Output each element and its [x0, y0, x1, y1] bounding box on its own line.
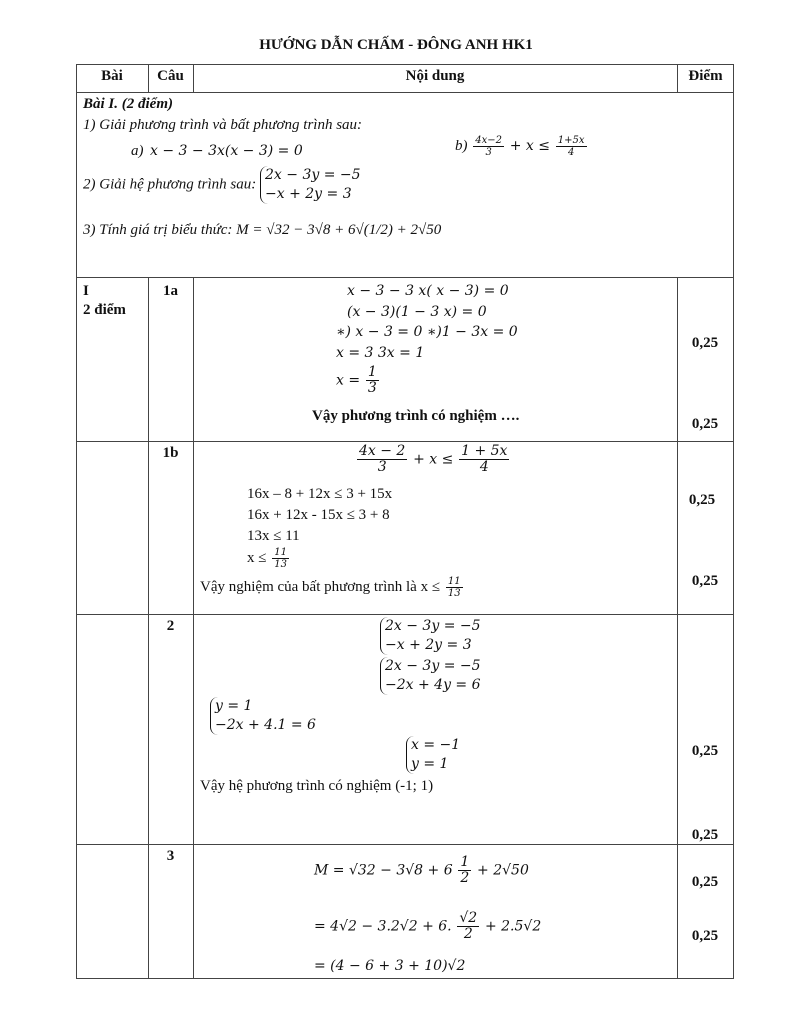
row3-system-a [380, 617, 481, 655]
row2-line1: 16x – 8 + 12x ≤ 3 + 15x [247, 486, 393, 502]
problem-heading: Bài I. (2 điểm) [83, 96, 173, 112]
row3-sys-a: 2x − 3y = −5 −x + 2y = 3 [380, 617, 481, 655]
row2-line2: 16x + 12x - 15x ≤ 3 + 8 [247, 507, 390, 523]
row-divider-1 [76, 441, 734, 442]
row-divider-3 [76, 844, 734, 845]
row2-header-ineq: $\frac{4x - 2}{3}$ + x ≤ $\frac{1 + 5x}{4}$ [359, 443, 508, 476]
row3-cau: 2 [166, 618, 175, 634]
row3-system-c [210, 697, 316, 735]
row2-cau: 1b [162, 445, 179, 461]
row1-line5: x = $\frac{1}{3}$ [336, 364, 377, 397]
row1-score-1: 0,25 [691, 335, 719, 351]
table-header-bottom [76, 92, 734, 93]
row3-score-1: 0,25 [691, 743, 719, 759]
row4-line2: = 4√2 − 3.2√2 + 6. $\frac{√2}{2}$ + 2.5√2 [314, 910, 542, 943]
problem-q1b [455, 135, 589, 158]
row4-score-2: 0,25 [691, 928, 719, 944]
row1-line2: (x − 3)(1 − 3 x) = 0 [347, 304, 487, 320]
row2-score-2: 0,25 [691, 573, 719, 589]
row3-system-b [380, 657, 481, 695]
row3-score-2: 0,25 [691, 827, 719, 843]
row3-conclusion: Vậy hệ phương trình có nghiệm (-1; 1) [200, 778, 434, 794]
row4-frac1: $\frac{1}{2}$ [460, 854, 470, 887]
row3-sys-d: x = −1 y = 1 [406, 736, 460, 774]
table-border-left [76, 64, 77, 979]
row4-line3: = (4 − 6 + 3 + 10)√2 [314, 958, 466, 974]
problem-q2 [83, 166, 361, 204]
problem-q1b-label: b) [455, 137, 468, 154]
row1-frac: $\frac{1}{3}$ [367, 364, 377, 397]
problem-q1a: x − 3 − 3x(x − 3) = 0 [150, 143, 303, 159]
header-cau: Câu [157, 68, 184, 84]
row2-conclusion: Vậy nghiệm của bất phương trình là x ≤ $\frac{11}{13}$ [200, 576, 461, 599]
row1-line4: x = 3 3x = 1 [336, 345, 425, 361]
row1-score-2: 0,25 [691, 416, 719, 432]
header-bai: Bài [101, 68, 123, 84]
row2-frac4: $\frac{11}{13}$ [447, 576, 461, 599]
header-noidung: Nội dung [405, 68, 465, 84]
row2-frac2: $\frac{1 + 5x}{4}$ [461, 443, 508, 476]
page-title: HƯỚNG DẪN CHẤM - ĐÔNG ANH HK1 [259, 37, 533, 53]
row1-line1: x − 3 − 3 x( x − 3) = 0 [347, 283, 509, 299]
problem-q2-text: 2) Giải hệ phương trình sau: [83, 176, 257, 193]
row3-sys-c: y = 1 −2x + 4.1 = 6 [210, 697, 316, 735]
row4-cau: 3 [166, 848, 175, 864]
problem-q2-system: 2x − 3y = −5 −x + 2y = 3 [260, 166, 361, 204]
row4-line1: M = √32 − 3√8 + 6 $\frac{1}{2}$ + 2√50 [314, 854, 529, 887]
row2-line3: 13x ≤ 11 [247, 528, 300, 544]
row3-sys-b: 2x − 3y = −5 −2x + 4y = 6 [380, 657, 481, 695]
header-diem: Điểm [688, 68, 723, 84]
problem-q1b-frac2: $\frac{1+5x}{4}$ [557, 135, 585, 158]
row1-cau: 1a [163, 283, 178, 299]
row2-frac1: $\frac{4x - 2}{3}$ [359, 443, 406, 476]
problem-q3: 3) Tính giá trị biểu thức: M = √32 − 3√8 + 6√(1/2) + 2√50 [83, 222, 442, 238]
row1-line3: ∗) x − 3 = 0 ∗)1 − 3x = 0 [336, 324, 518, 340]
row4-score-1: 0,25 [691, 874, 719, 890]
problem-box-bottom [76, 277, 734, 278]
problem-q1b-frac1: $\frac{4x-2}{3}$ [475, 135, 502, 158]
problem-q1a-label: a) [131, 143, 144, 159]
problem-q1b-mid: + x ≤ [509, 137, 551, 154]
row3-system-d [406, 736, 460, 774]
table-border-bottom [76, 978, 734, 979]
row2-frac3: $\frac{11}{13}$ [274, 547, 287, 570]
table-border-top [76, 64, 734, 65]
row2-score-1: 0,25 [688, 492, 716, 508]
row2-line4: x ≤ $\frac{11}{13}$ [247, 547, 287, 570]
row4-frac2: $\frac{√2}{2}$ [459, 910, 478, 943]
row-divider-2 [76, 614, 734, 615]
row1-diem-total: 2 điểm [83, 302, 126, 318]
row1-conclusion: Vậy phương trình có nghiệm …. [312, 408, 520, 424]
col-divider-cau-body [193, 277, 194, 979]
row1-bai: I [83, 283, 89, 299]
problem-q1: 1) Giải phương trình và bất phương trình sau: [83, 117, 363, 133]
